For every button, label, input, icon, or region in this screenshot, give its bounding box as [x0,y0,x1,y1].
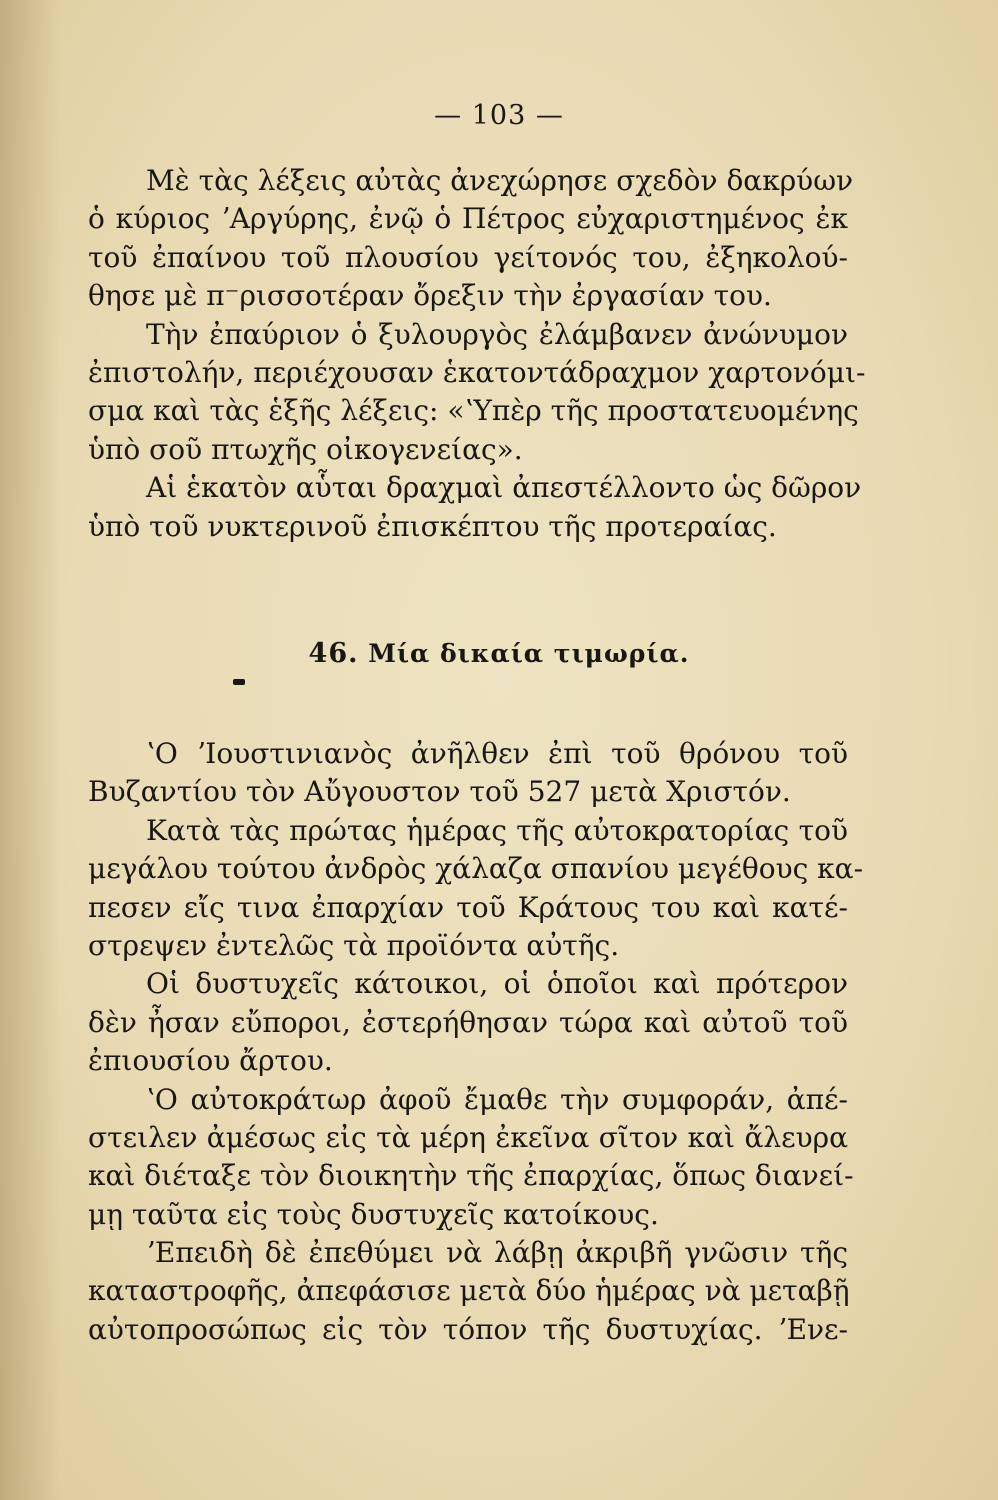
text-line: ὑπὸ τοῦ νυκτερινοῦ ἐπισκέπτου τῆς προτεραίας. [88,509,777,543]
ink-mark [233,679,245,685]
text-line: ἐπιουσίου ἄρτου. [88,1044,333,1078]
text-line: καταστροφῆς, ἀπεφάσισε μετὰ δύο ἡμέρας νὰ μεταβῇ [88,1274,850,1308]
text-line: μῃ ταῦτα εἰς τοὺς δυστυχεῖς κατοίκους. [88,1197,659,1231]
text-line: ὑπὸ σοῦ πτωχῆς οἰκογενείας». [88,432,523,466]
section-heading [0,638,998,669]
text-line: στειλεν ἀμέσως εἰς τὰ μέρη ἐκεῖνα σῖτον καὶ ἄλευρα [88,1120,848,1154]
text-line: μεγάλου τούτου ἀνδρὸς χάλαζα σπανίου μεγέθους κα- [88,852,864,886]
section-number: 46. [308,638,359,669]
text-line: δὲν ἦσαν εὔποροι, ἐστερήθησαν τώρα καὶ αὐτοῦ τοῦ [88,1005,848,1039]
text-line: στρεψεν ἐντελῶς τὰ προϊόντα αὐτῆς. [88,928,620,962]
text-block-top [88,162,866,546]
page-edge-shadow [0,0,60,1500]
text-line: Βυζαντίου τὸν Αὔγουστον τοῦ 527 μετὰ Χριστόν. [88,775,791,809]
text-line: σμα καὶ τὰς ἑξῆς λέξεις: «ʽΥπὲρ τῆς προστατευομένης [88,394,859,428]
text-line: ʽΟ αὐτοκράτωρ ἀφοῦ ἔμαθε τὴν συμφοράν, ἀπέ- [146,1082,848,1116]
text-line: πεσεν εἴς τινα ἐπαρχίαν τοῦ Κράτους του καὶ κατέ- [88,890,848,924]
text-line: αὐτοπροσώπως εἰς τὸν τόπον τῆς δυστυχίας. ʼΕνε- [88,1312,848,1346]
text-line: ὁ κύριος ʼΑργύρης, ἐνῷ ὁ Πέτρος εὐχαριστημένος ἐκ [88,202,848,236]
text-line: Τὴν ἐπαύριον ὁ ξυλουργὸς ἐλάμβανεν ἀνώνυμον [146,317,848,351]
text-line: καὶ διέταξε τὸν διοικητὴν τῆς ἐπαρχίας, ὅπως διανεί- [88,1159,854,1193]
text-line: Οἱ δυστυχεῖς κάτοικοι, οἱ ὁποῖοι καὶ πρότερον [146,967,848,1001]
text-line: Αἱ ἑκατὸν αὗται δραχμαὶ ἀπεστέλλοντο ὡς δῶρον [146,471,862,505]
page-number: — 103 — [434,100,564,131]
text-line: ἐπιστολήν, περιέχουσαν ἑκατοντάδραχμον χαρτονόμι- [88,355,866,389]
text-line: Κατὰ τὰς πρώτας ἡμέρας τῆς αὐτοκρατορίας τοῦ [146,813,848,847]
text-line: θησε μὲ π⁻ρισσοτέραν ὄρεξιν τὴν ἐργασίαν του. [88,279,772,313]
text-line: ʼΕπειδὴ δὲ ἐπεθύμει νὰ λάβῃ ἀκριβῆ γνῶσιν τῆς [146,1236,848,1270]
text-block-bottom [88,735,864,1349]
text-line: Μὲ τὰς λέξεις αὐτὰς ἀνεχώρησε σχεδὸν δακρύων [146,164,854,197]
text-line: ʽΟ ʼΙουστινιανὸς ἀνῆλθεν ἐπὶ τοῦ θρόνου τοῦ [146,737,848,770]
section-title: Μία δικαία τιμωρία. [368,639,690,668]
text-line: τοῦ ἐπαίνου τοῦ πλουσίου γείτονός του, ἐξηκολού- [88,240,848,274]
